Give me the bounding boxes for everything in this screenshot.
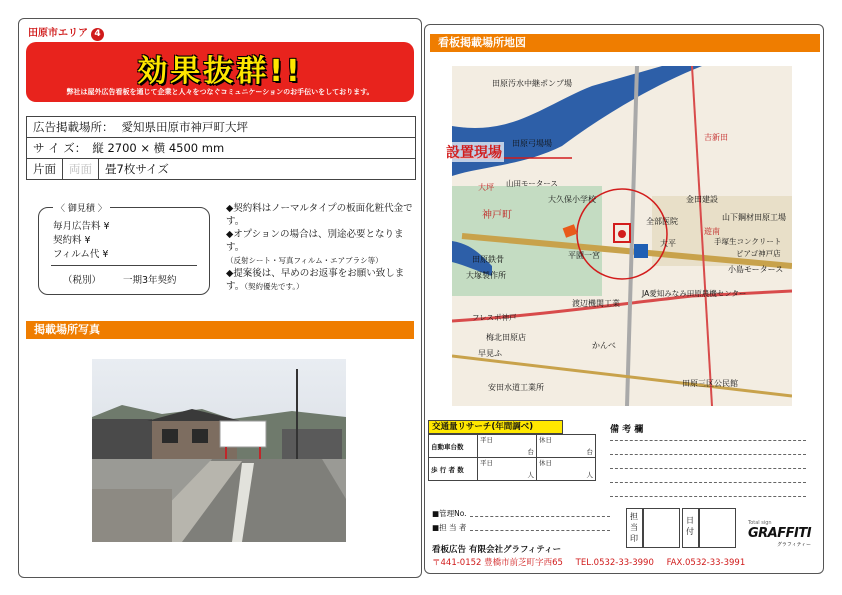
manage-no-label: ■管理No. (432, 509, 467, 518)
person-label: ■担 当 者 (432, 523, 467, 532)
area-number-badge: 4 (91, 28, 104, 41)
map-label: 田原鉄骨 (472, 255, 504, 264)
map-label: 金田建設 (686, 195, 718, 204)
face-row (27, 159, 415, 179)
map-label: 大久保小学校 (548, 195, 596, 204)
map-label: 渡辺機関工業 (572, 299, 620, 308)
traffic-row-cars (429, 435, 596, 458)
map-label: 梅北田原店 (486, 333, 526, 342)
map-label: 手塚生コンクリート (714, 237, 782, 246)
logo-small-text: Total sign (748, 520, 772, 526)
remarks-line (610, 468, 806, 469)
note-2-sub: （反射シート・写真フィルム・エアブラシ等） (226, 256, 383, 265)
ad-info-table (26, 116, 416, 180)
remarks-line (610, 440, 806, 441)
traffic-row-pedestrians (429, 458, 596, 481)
map-label: 大塚製作所 (466, 271, 506, 280)
approval-stamp-label: 担当印 (626, 508, 644, 548)
map-label: 山下鋼材田原工場 (722, 213, 786, 222)
estimate-term: 一期3年契約 (123, 275, 177, 286)
map-label: 大坪 (478, 183, 494, 192)
map-label: 大平 (660, 239, 676, 248)
traffic-cell: 休日 台 (537, 435, 596, 458)
traffic-cell: 平日 台 (478, 435, 537, 458)
note-2: ◆オプションの場合は、別途必要となります。 (226, 229, 404, 253)
remarks-title: 備 考 欄 (610, 425, 644, 435)
footer-contact (432, 556, 745, 568)
estimate-divider (51, 265, 197, 266)
location-row (27, 117, 415, 138)
map-label: 田原汚水中継ポンプ場 (492, 79, 572, 88)
estimate-box (38, 204, 210, 295)
traffic-cell: 休日 人 (537, 458, 596, 481)
footer-tel: TEL.0532-33-3990 (575, 558, 654, 568)
map-label: 平園一宮 (568, 251, 600, 260)
remarks-line (610, 482, 806, 483)
face-double: 両面 (69, 159, 99, 179)
map-label: かんべ (592, 341, 616, 350)
map-section-title: 看板掲載場所地図 (430, 34, 820, 52)
map-label: 吉新田 (704, 133, 728, 142)
approval-stamp-box (642, 508, 680, 548)
traffic-row-label: 自動車台数 (429, 435, 478, 458)
size-label: サ イ ズ： (33, 141, 87, 155)
map-label: 小島モータース (728, 265, 784, 274)
face-size: 畳7枚サイズ (105, 162, 169, 176)
area-tag (28, 24, 104, 41)
site-label: 設置現場 (444, 142, 504, 162)
location-label: 広告掲載場所： (33, 120, 114, 134)
manage-no-line (470, 516, 610, 517)
film-fee: フィルム代 ¥ (53, 249, 109, 260)
remarks-line (610, 496, 806, 497)
map-label: 安田水道工業所 (488, 383, 544, 392)
traffic-research (428, 420, 596, 481)
banner-title: 効果抜群!! (137, 54, 303, 89)
map-label: フレスポ神戸 (472, 313, 517, 322)
map-label: JA愛知みなみ田原農機センター (642, 289, 747, 298)
map-label: ピアゴ神戸店 (736, 249, 781, 258)
date-label-box: 日付 (682, 508, 700, 548)
photo-section-title: 掲載場所写真 (26, 321, 414, 339)
site-photo-image (92, 359, 346, 542)
footer-fax: FAX.0532-33-3991 (666, 558, 746, 568)
traffic-title: 交通量リサーチ(年間調べ) (428, 420, 563, 434)
estimate-title: 〈 御見積 〉 (53, 201, 110, 214)
map-label: 全部医院 (646, 217, 678, 226)
promo-banner (26, 42, 414, 102)
logo-kana: グラフィティー (776, 542, 812, 548)
face-single: 片面 (27, 159, 63, 179)
footer-company: 看板広告 有限会社グラフィティー (432, 545, 562, 555)
map-label: 早見ふ (478, 349, 502, 358)
person-line (470, 530, 610, 531)
contract-fee: 契約料 ¥ (53, 235, 91, 246)
footer-address: 〒441-0152 豊橋市前芝町字西65 (432, 558, 563, 568)
note-3: ◆提案後は、早めのお返事をお願い致します。（契約優先です。） (226, 268, 405, 292)
traffic-cell: 平日 人 (478, 458, 537, 481)
date-box (698, 508, 736, 548)
size-value: 縦 2700 × 横 4500 mm (92, 141, 225, 155)
map-label: 田原弓場場 (512, 139, 552, 148)
size-row (27, 138, 415, 159)
notes (226, 202, 414, 293)
remarks-line (610, 454, 806, 455)
site-photo (92, 359, 346, 542)
estimate-tax: （税別） (63, 275, 102, 286)
note-1: ◆契約料はノーマルタイプの板面化粧代金です。 (226, 203, 413, 227)
area-label: 田原市エリア (28, 28, 88, 39)
traffic-row-label: 歩 行 者 数 (429, 458, 478, 481)
graffiti-logo (748, 520, 811, 548)
map-label: 神戸町 (482, 210, 512, 221)
monthly-fee: 毎月広告料 ¥ (53, 221, 110, 232)
map-label: 山田モータース (506, 179, 558, 188)
location-map (446, 66, 792, 406)
traffic-table (428, 434, 596, 481)
location-value: 愛知県田原市神戸町大坪 (121, 120, 248, 134)
map-label: 遊南 (704, 227, 720, 236)
map-label: 田原三区公民館 (682, 379, 738, 388)
banner-subtitle: 弊社は屋外広告看板を通じて企業と人々をつなぐコミュニケーションのお手伝いをしております。 (66, 88, 374, 96)
logo-text: GRAFFITI (748, 526, 812, 541)
